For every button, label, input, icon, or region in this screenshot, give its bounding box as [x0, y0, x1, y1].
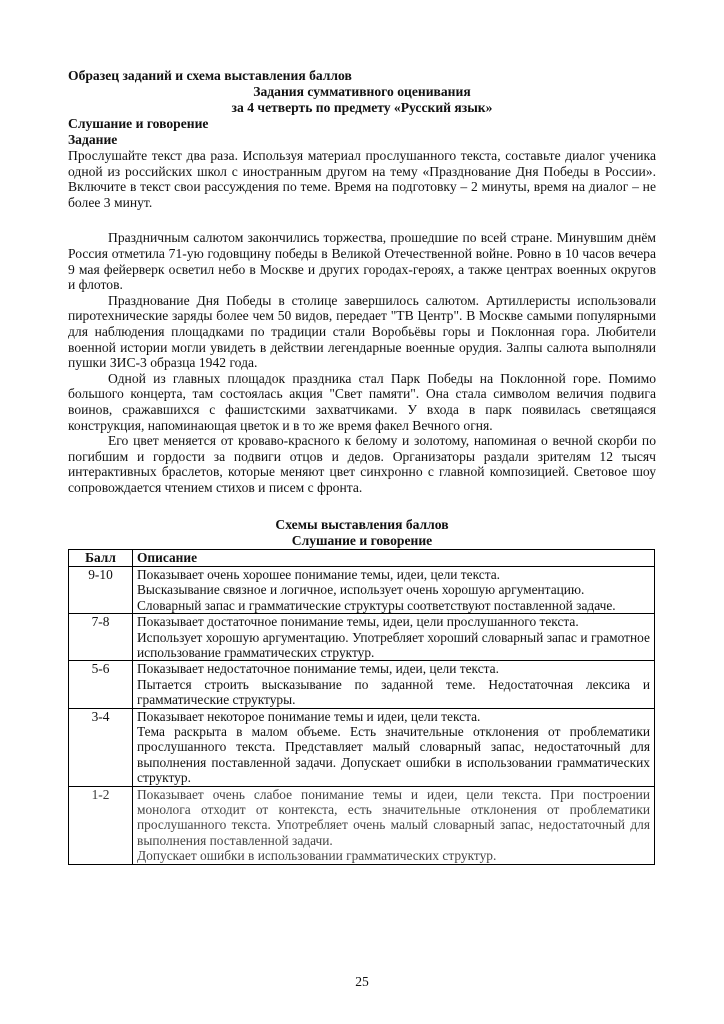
section-heading: Слушание и говорение: [68, 116, 209, 131]
score-cell: 5-6: [69, 661, 133, 708]
table-row: [69, 708, 655, 786]
score-cell: 1-2: [69, 786, 133, 864]
sample-title: Образец заданий и схема выставления баллов: [68, 68, 352, 83]
assignment-subtitle: за 4 четверть по предмету «Русский язык»: [231, 100, 493, 115]
score-cell: 3-4: [69, 708, 133, 786]
description-line: Показывает очень хорошее понимание темы, идеи, цели текста.: [137, 566, 501, 582]
description-cell: [133, 786, 655, 864]
description-line: Словарный запас и грамматические структуры соответствуют поставленной задаче.: [137, 597, 616, 613]
description-cell: [133, 566, 655, 613]
description-line: Показывает достаточное понимание темы, идеи, цели прослушанного текста.: [137, 614, 579, 630]
description-cell: [133, 708, 655, 786]
description-cell: [133, 614, 655, 661]
passage-paragraph: Его цвет меняется от кроваво-красного к белому и золотому, напоминая о вечной скорби по погибшим и гордости за подвиги отцов и дедов. Организаторы раздали зрителям 12 тысяч интерактивных браслетов, которые меняют цвет синхронно с главной композицией. Световое шоу сопровождается чтением стихов и писем с фронта.: [68, 433, 656, 495]
passage-paragraph: Праздничным салютом закончились торжества, прошедшие по всей стране. Минувшим днём Россия отметила 71-ую годовщину победы в Великой Отечественной войне. Ровно в 10 часов вечера 9 мая фейерверк осветил небо в Москве и других городах-героях, а также центрах военных округов и флотов.: [68, 230, 656, 293]
listening-passage: [68, 230, 656, 495]
column-header-description: Описание: [133, 550, 655, 566]
table-row: [69, 786, 655, 864]
score-cell: 7-8: [69, 614, 133, 661]
description-line: Показывает очень слабое понимание темы и идеи, цели текста. При построении монолога отходит от контекста, есть значительные отклонения от проблематики прослушанного текста. Употребляет очень малый словарный запас, недостаточный для выполнения поставленной задачи.: [137, 786, 650, 848]
task-label: Задание: [68, 132, 118, 147]
description-line: Показывает недостаточное понимание темы, идеи, цели текста.: [137, 661, 499, 677]
table-row: [69, 566, 655, 613]
description-line: Использует хорошую аргументацию. Употребляет хороший словарный запас и грамотное использование грамматических структур.: [137, 629, 650, 660]
task-text: Прослушайте текст два раза. Используя материал прослушанного текста, составьте диалог ученика одной из российских школ с иностранным другом на тему «Празднование Дня Победы в России». Включите в текст свои рассуждения по теме. Время на подготовку – 2 минуты, время на диалог – не более 3 минут.: [68, 148, 656, 210]
passage-paragraph: Празднование Дня Победы в столице завершилось салютом. Артиллеристы использовали пиротехнические заряды более чем 50 видов, передает "ТВ Центр". В Москве самыми популярными для наблюдения площадками по традиции стали Воробьёвы горы и Поклонная гора. Любители военной истории могли увидеть в действии легендарные военные орудия. Залпы салюта выполняли пушки ЗИС-3 образца 1942 года.: [68, 292, 656, 371]
table-header-row: [69, 550, 655, 566]
description-line: Тема раскрыта в малом объеме. Есть значительные отклонения от проблематики прослушанного текста. Представляет малый словарный запас, недостаточный для выполнения поставленной задачи. Допускает ошибки в использовании грамматических структур.: [137, 723, 650, 786]
table-row: [69, 661, 655, 708]
scheme-title: Схемы выставления баллов: [275, 517, 449, 533]
description-line: Показывает некоторое понимание темы и идеи, цели текста.: [137, 708, 481, 724]
column-header-score: Балл: [69, 550, 133, 566]
assignment-title: Задания суммативного оценивания: [253, 84, 471, 99]
document-page: [68, 68, 656, 865]
spacer: [68, 210, 656, 230]
passage-paragraph: Одной из главных площадок праздника стал Парк Победы на Поклонной горе. Помимо большого концерта, там состоялась акция "Свет памяти". Она стала символом величия подвига воинов, сражавшихся с фашистскими захватчиками. У входа в парк появилась светящаяся конструкция, напоминающая цветок и в то же время факел Вечного огня.: [68, 370, 656, 433]
description-cell: [133, 661, 655, 708]
scoring-table: [68, 549, 655, 864]
score-cell: 9-10: [69, 566, 133, 613]
description-line: Допускает ошибки в использовании грамматических структур.: [137, 848, 497, 864]
spacer: [68, 495, 656, 517]
description-line: Высказывание связное и логичное, использует очень хорошую аргументацию.: [137, 582, 585, 598]
table-row: [69, 614, 655, 661]
page-number: 25: [355, 974, 369, 989]
scheme-subtitle: Слушание и говорение: [291, 533, 433, 549]
description-line: Пытается строить высказывание по заданной теме. Недостаточная лексика и грамматические структуры.: [137, 676, 650, 708]
